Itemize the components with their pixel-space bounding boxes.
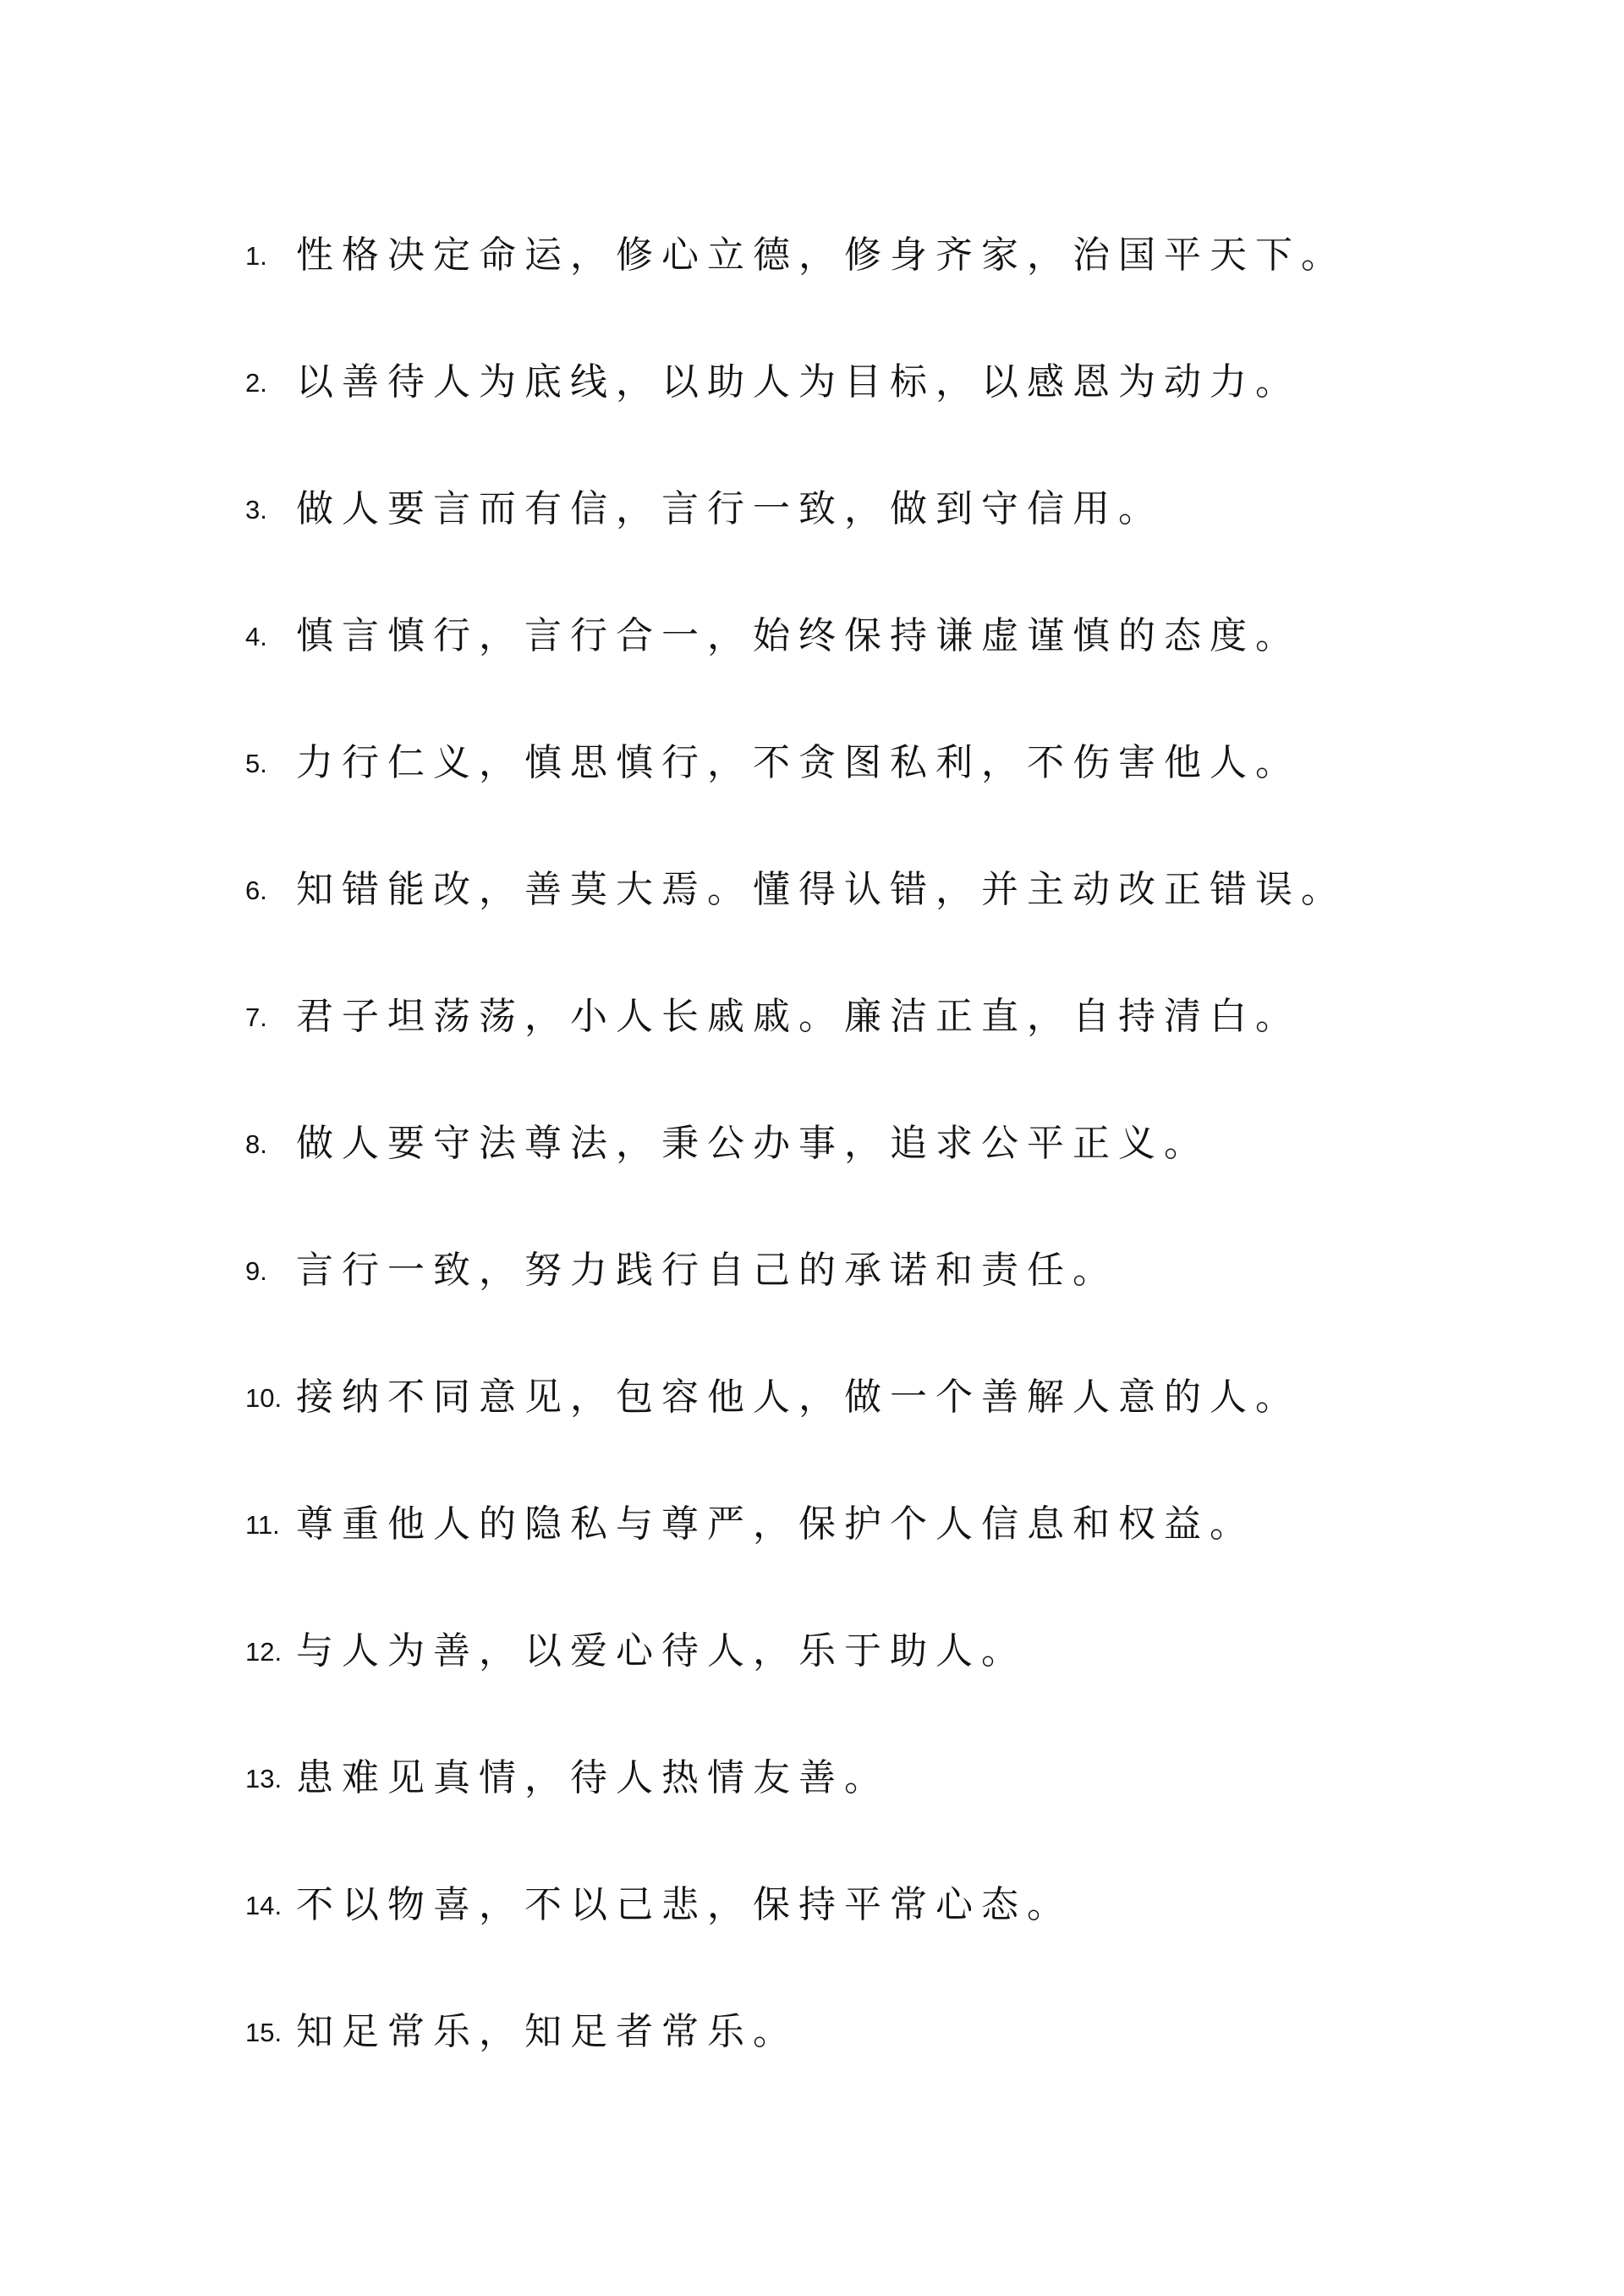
item-number: 4. [245, 622, 267, 651]
list-item [245, 822, 1347, 949]
list-item [245, 1076, 1347, 1203]
item-text: 君子坦荡荡，小人长戚戚。廉洁正直，自持清白。 [296, 995, 1301, 1038]
list-item [245, 188, 1347, 315]
list-item [245, 695, 1347, 822]
list-item [245, 1711, 1347, 1837]
item-number: 11. [245, 1510, 280, 1540]
list-item [245, 315, 1347, 442]
list-item [245, 1330, 1347, 1457]
item-text: 与人为善，以爱心待人，乐于助人。 [296, 1629, 1027, 1673]
item-number: 14. [245, 1891, 283, 1920]
item-number: 10. [245, 1383, 283, 1413]
numbered-list [245, 188, 1347, 2091]
item-text: 言行一致，努力践行自己的承诺和责任。 [296, 1249, 1118, 1292]
item-number: 2. [245, 368, 267, 398]
list-item [245, 1584, 1347, 1711]
item-text: 性格决定命运，修心立德，修身齐家，治国平天下。 [296, 233, 1347, 277]
item-text: 知错能改，善莫大焉。懂得认错，并主动改正错误。 [296, 868, 1347, 911]
item-text: 以善待人为底线，以助人为目标，以感恩为动力。 [296, 360, 1301, 404]
list-item [245, 949, 1347, 1076]
item-number: 12. [245, 1637, 283, 1667]
item-number: 8. [245, 1129, 267, 1159]
list-item [245, 442, 1347, 569]
item-number: 1. [245, 241, 267, 271]
item-number: 5. [245, 749, 267, 778]
item-number: 3. [245, 495, 267, 525]
item-text: 做人要守法尊法，秉公办事，追求公平正义。 [296, 1122, 1210, 1165]
item-text: 力行仁义，慎思慎行，不贪图私利，不伤害他人。 [296, 741, 1301, 784]
item-text: 尊重他人的隐私与尊严，保护个人信息和权益。 [296, 1502, 1255, 1546]
item-number: 13. [245, 1764, 283, 1793]
list-item [245, 1203, 1347, 1330]
item-number: 9. [245, 1256, 267, 1286]
item-text: 做人要言而有信，言行一致，做到守信用。 [296, 487, 1164, 530]
item-number: 15. [245, 2018, 283, 2047]
item-text: 知足常乐，知足者常乐。 [296, 2010, 798, 2053]
item-number: 7. [245, 1002, 267, 1032]
item-text: 慎言慎行，言行合一，始终保持谦虚谨慎的态度。 [296, 614, 1301, 657]
list-item [245, 1457, 1347, 1584]
item-text: 患难见真情，待人热情友善。 [296, 1756, 890, 1799]
item-text: 接纳不同意见，包容他人，做一个善解人意的人。 [296, 1376, 1301, 1419]
list-item [245, 1837, 1347, 1964]
list-item [245, 1964, 1347, 2091]
list-item [245, 569, 1347, 695]
item-number: 6. [245, 876, 267, 905]
item-text: 不以物喜，不以己悲，保持平常心态。 [296, 1883, 1073, 1926]
